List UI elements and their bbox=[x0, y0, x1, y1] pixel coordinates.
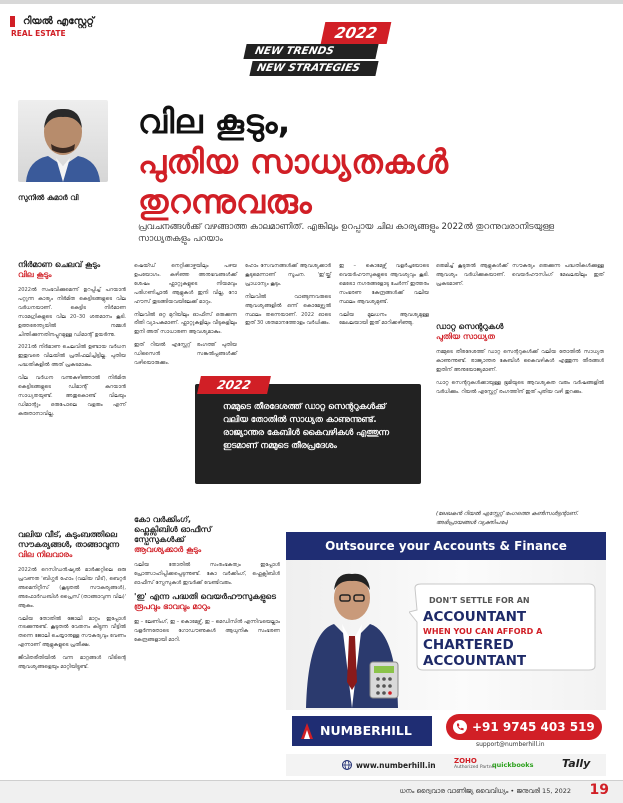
ad-line-chartered: CHARTERED bbox=[423, 637, 514, 653]
subhead: വലിയ വീട്, കുടുംബത്തിലെ bbox=[18, 530, 117, 539]
pull-quote-year: 2022 bbox=[197, 376, 271, 394]
numberhill-advertisement[interactable] bbox=[286, 532, 606, 776]
article-column-6 bbox=[134, 515, 280, 648]
quickbooks-logo: quickbooks bbox=[492, 761, 534, 769]
page-number: 19 bbox=[589, 782, 609, 798]
globe-icon bbox=[342, 760, 352, 770]
pull-quote-text: നമ്മുടെ തീരദേശത്ത് ഡാറ്റ സെന്ററുകൾക്ക് വലിയ തോതിൽ സാധ്യത കാണുന്നുണ്ട്. രാജ്യാന്തര കേബിൾ കൈവഴികൾ എത്തുന്ന ഇടമാണ് നമ്മുടെ തീരപ്രദേശം bbox=[223, 401, 389, 450]
subhead: നിർമാണ ചെലവ് കൂടും bbox=[18, 260, 101, 269]
subhead-accent: വില നിലവാരം bbox=[18, 550, 73, 559]
brand-name: NUMBERHILL bbox=[320, 723, 412, 738]
subhead-accent: പുതിയ സാധ്യത bbox=[436, 332, 495, 341]
numberhill-logo-icon bbox=[300, 722, 314, 740]
paragraph: നിലവിൽ ഒറ്റ മുറിയിലും ഓഫീസ് ഒരുക്കുന്ന രീതി വ്യാപകമാണ്. ഫ്ലാറ്റുകളിലും വീടുകളിലും ഇനി അത് സാധാരണ ആവശ്യമാകും. bbox=[134, 311, 237, 336]
paragraph: ഷെയ്ഡ് നെറ്റിക്കാഴ്ചയിലും പഴയ ഉപയോഗം. കഴിഞ്ഞ അനുഭവങ്ങൾക്ക് ശേഷം ഫ്ലാറ്റുകളുടെ നിയമവും പരിഗണിച്ചാൽ ആളുകൾ ഇനി വില്ല, റോ ഹൗസ് തുടങ്ങിയവയിലേക്ക് മാറും. bbox=[134, 263, 237, 305]
paragraph: വലിയ മൂലധനം ആവശ്യമുള്ള മേഖലയായി ഇത് മാറിക്കഴിഞ്ഞു. bbox=[339, 311, 429, 327]
banner-line-1: NEW TRENDS bbox=[243, 44, 378, 59]
zoho-partner-logo bbox=[454, 757, 496, 770]
paragraph: നിലവിൽ വാങ്ങുന്നവരുടെ ആവശ്യങ്ങളിൽ ഒന്ന് കൊമേഴ്സ്യൽ സ്ഥലം തന്നെയാണ്. 2022 ഓടെ ഇത് 30 ശതമാനത്തോളം വർധിക്കും. bbox=[245, 293, 331, 327]
zoho-logo-sub: Authorized Partner bbox=[454, 765, 497, 770]
article-column-2 bbox=[134, 262, 237, 372]
support-email[interactable]: support@numberhill.in bbox=[476, 741, 545, 748]
tally-logo: Tally bbox=[562, 757, 591, 770]
phone-number[interactable] bbox=[446, 714, 602, 740]
paragraph: ഇ – ലേണിംഗ്, ഇ – കൊമേഴ്സ്, ഇ – മെഡിസിൻ എന്നിവയെല്ലാം വളർന്നതോടെ ഗോഡൗണുകൾ ആധുനിക സംഭരണ കേന്ദ്രങ്ങളായി മാറി. bbox=[134, 618, 280, 643]
headline-line-1: വില കൂടും, bbox=[138, 102, 291, 141]
paragraph: വലിയ തോതിൽ ജോലി മാറ്റം ഇപ്പോൾ നടക്കുന്നുണ്ട്. കൂടുതൽ വേതനം കിട്ടുന്ന വീട്ടിൽ തന്നെ ജോലി ചെയ്യാനുള്ള സൗകര്യവും വേണം എന്നാണ് ആളുകളുടെ പ്രതീക്ഷ. bbox=[18, 615, 126, 649]
paragraph: നമ്മുടെ തീരദേശത്ത് ഡാറ്റ സെന്ററുകൾക്ക് വലിയ തോതിൽ സാധ്യത കാണുന്നുണ്ട്. രാജ്യാന്തര കേബിൾ കൈവഴികൾ എത്തുന്ന തീരങ്ങൾ ഇതിന് അനുയോജ്യമാണ്. bbox=[436, 349, 604, 373]
paragraph: 2022ൽ സംഭവിക്കുമെന്ന് ഉറപ്പിച്ച് പറയാൻ പറ്റുന്ന കാര്യം നിർമിത കെട്ടിടങ്ങളുടെ വില വർധനയാണ്. കെട്ടിട നിർമാണ സാമഗ്രികളുടെ വില 20–30 ശതമാനം കൂടി. ഉത്തരേന്ത്യയിൽ നമ്മൾ ചിന്തിക്കുന്നതിനപ്പുറമുള്ള ഡിമാന്റ് ഉയർന്നു. bbox=[18, 287, 126, 338]
paragraph: 2021ൽ നിർമാണ ചെലവിൽ ഉണ്ടായ വർധന ഇതുവരെ വിലയിൽ പ്രതിഫലിച്ചിട്ടില്ല. പുതിയ പദ്ധതികളിൽ അത് പ്രകടമാകും. bbox=[18, 344, 126, 369]
article-column-4 bbox=[339, 262, 429, 332]
ad-line-dont-settle: DON'T SETTLE FOR AN bbox=[429, 596, 530, 605]
top-rule bbox=[0, 0, 623, 4]
paragraph: ജീവിതരീതിയിൽ വന്ന മാറ്റങ്ങൾ വീടിന്റെ ആവശ്യങ്ങളെയും മാറ്റിയിട്ടുണ്ട്. bbox=[18, 655, 126, 671]
article-column-3 bbox=[245, 262, 331, 332]
footer-publication: ധനം ദ്വൈവാര വാണിജ്യ വൈവിധ്യം • ജനുവരി 15, 2022 bbox=[399, 787, 571, 795]
author-note: (ലേഖകൻ റിയൽ എസ്റ്റേറ്റ് രംഗത്തെ കൺസൾട്ടന്റാണ്. അഭിപ്രായങ്ങൾ വ്യക്തിപരം) bbox=[436, 511, 579, 526]
subhead: സൗകര്യങ്ങൾ, താങ്ങാവുന്ന bbox=[18, 540, 120, 549]
subhead: 'ഇ' എന്ന പദ്ധതി വെയർഹൗസുകളുടെ bbox=[134, 591, 276, 601]
brand-logo[interactable] bbox=[292, 716, 432, 746]
trends-banner bbox=[245, 22, 390, 78]
businessman-illustration bbox=[294, 562, 410, 708]
ad-line-when: WHEN YOU CAN AFFORD A bbox=[423, 627, 543, 636]
author-name: സുനിൽ കുമാർ വി bbox=[18, 193, 79, 202]
paragraph: ഡാറ്റ സെന്ററുകൾക്കായുള്ള ഭൂമിയുടെ ആവശ്യകത വരും വർഷങ്ങളിൽ വർധിക്കും. റിയൽ എസ്റ്റേറ്റ് രംഗത്തിന് ഇത് പുതിയ വഴി തുറക്കും. bbox=[436, 379, 604, 395]
subhead: കോ വർക്കിംഗ്, bbox=[134, 515, 192, 524]
page-footer bbox=[0, 780, 623, 803]
subhead: ഡാറ്റ സെന്ററുകൾ bbox=[436, 322, 504, 331]
pull-quote bbox=[195, 378, 421, 484]
standfirst: പ്രവചനങ്ങൾക്ക് വഴങ്ങാത്ത കാലമാണിത്. എങ്കിലും ഉറപ്പായ ചില കാര്യങ്ങളും 2022ൽ തുറന്നുവരാനിടയുള്ള സാധ്യതകളും പറയാം bbox=[138, 222, 555, 244]
article-column-1-lower bbox=[18, 530, 126, 676]
section-header bbox=[10, 16, 94, 38]
section-title-english: REAL ESTATE bbox=[11, 29, 66, 38]
paragraph: ഇത് റിയൽ എസ്റ്റേറ്റ് രംഗത്ത് പുതിയ ഡിസൈൻ സങ്കൽപ്പങ്ങൾക്ക് വഴിയൊരുക്കും. bbox=[134, 342, 237, 367]
ad-speech-bubble bbox=[409, 582, 597, 672]
article-column-1 bbox=[18, 260, 126, 423]
ad-footer-strip bbox=[286, 754, 606, 776]
person-icon bbox=[18, 100, 108, 182]
section-title: റിയൽ എസ്റ്റേറ്റ് bbox=[10, 16, 94, 27]
banner-line-2: NEW STRATEGIES bbox=[249, 61, 378, 76]
headline-line-3: തുറന്നുവരും bbox=[138, 182, 312, 221]
paragraph: ഇ – കൊമേഴ്സ് വളർച്ചയോടെ വെയർഹൗസുകളുടെ ആവശ്യവും കൂടി. മെട്രോ നഗരങ്ങളോടു ചേർന്ന് ഇത്തരം സംഭരണ കേന്ദ്രങ്ങൾക്ക് വലിയ സ്ഥലം ആവശ്യമുണ്ട്. bbox=[339, 263, 429, 305]
author-photo bbox=[18, 100, 108, 182]
paragraph: ഒരുമിച്ച് കൂടുതൽ ആളുകൾക്ക് സൗകര്യം ഒരുക്കുന്ന പദ്ധതികൾക്കുള്ള ആവശ്യം വർധിക്കുകയാണ്. വെയർഹൗസിംഗ് മേഖലയിലും ഇത് പ്രകടമാണ്. bbox=[436, 263, 604, 287]
subhead: സ്പേസുകൾക്ക് bbox=[134, 535, 185, 544]
paragraph: ഹോം സേവനങ്ങൾക്ക് ആവശ്യക്കാർ കൂടുമെന്നാണ് സൂചന. 'ഇ'യ്ക്ക് പ്രാധാന്യം കൂടും. bbox=[245, 263, 331, 287]
subhead: ഫ്ലെക്സിബിൾ ഓഫീസ് bbox=[134, 525, 212, 534]
ad-line-accountant: ACCOUNTANT bbox=[423, 609, 527, 625]
paragraph: 2022ൽ റെസിഡൻഷ്യൽ മാർക്കറ്റിലെ ഒരു പ്രവണത 'ബിഗ്ഗർ ഹോം (വലിയ വീട്), ബെറ്റർ അമെനിറ്റീസ് (കൂടുതൽ സൗകര്യങ്ങൾ), അഫോർഡബിൾ പ്രൈസ് (താങ്ങാവുന്ന വില)' ആകും. bbox=[18, 567, 126, 609]
subhead-accent: ആവശ്യക്കാർ കൂടും bbox=[134, 545, 202, 554]
headline bbox=[138, 102, 608, 222]
article-column-5 bbox=[436, 262, 604, 293]
banner-year: 2022 bbox=[321, 22, 392, 44]
phone-number-text: +91 9745 403 519 bbox=[472, 720, 595, 734]
paragraph: വലിയ തോതിൽ സംരംഭകത്വം ഇപ്പോൾ പ്രോത്സാഹിപ്പിക്കപ്പെടുന്നുണ്ട്. കോ വർക്കിംഗ്, ഫ്ലെക്സിബിൾ ഓഫീസ് സ്പേസുകൾ ഇവർക്ക് വേണ്ടിവരും. bbox=[134, 562, 280, 586]
ad-tagline: Outsource your Accounts & Finance bbox=[286, 532, 606, 560]
phone-icon bbox=[453, 720, 467, 734]
headline-line-2: പുതിയ സാധ്യതകൾ bbox=[138, 142, 449, 181]
website-link[interactable]: www.numberhill.in bbox=[356, 761, 436, 770]
paragraph: വില വർധന വന്നുകഴിഞ്ഞാൽ നിർമിത കെട്ടിടങ്ങളുടെ ഡിമാന്റ് കുറയാൻ സാധ്യതയുണ്ട്. അതുകൊണ്ട് വിലയും ഡിമാന്റും ഒരുപോലെ വളരും എന്ന് കരുതാനാവില്ല. bbox=[18, 375, 126, 417]
subhead-accent: രൂപവും ഭാവവും മാറും bbox=[134, 601, 211, 611]
ad-brand-row bbox=[286, 710, 606, 754]
subhead-accent: വില കൂടും bbox=[18, 270, 52, 279]
ad-line-accountant-2: ACCOUNTANT bbox=[423, 653, 527, 669]
article-column-5-lower bbox=[436, 322, 604, 401]
zoho-logo-text: ZOHO bbox=[454, 757, 477, 765]
